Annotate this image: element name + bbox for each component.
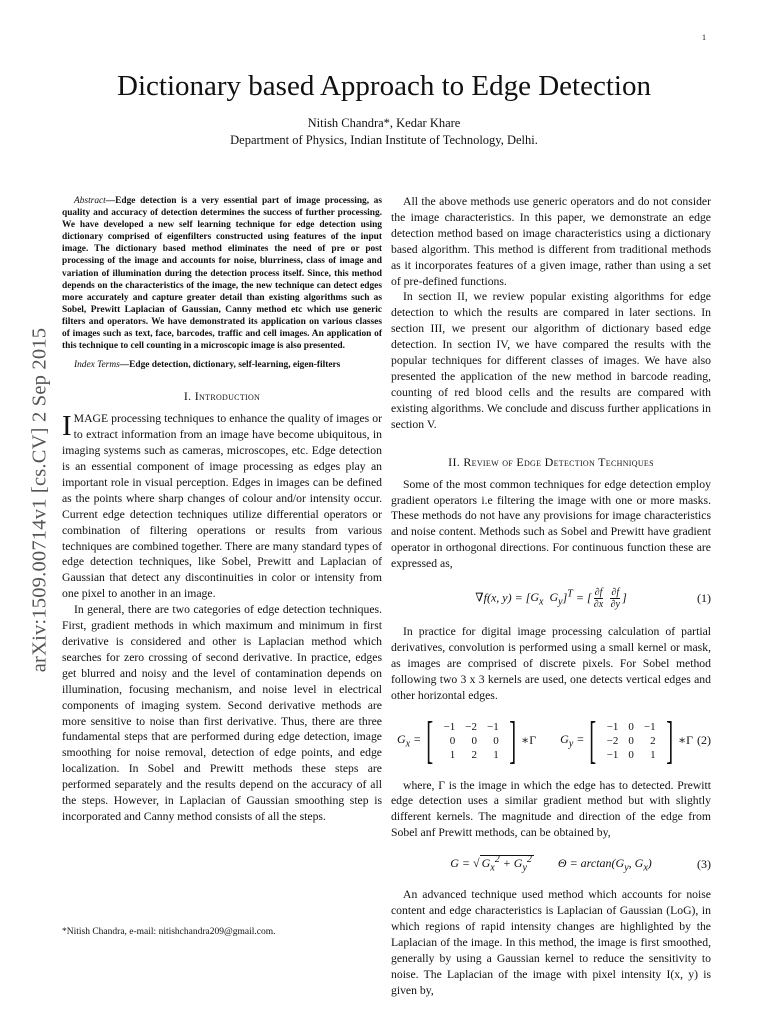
matrix-cell: 0 <box>628 734 634 747</box>
sobel-gx-matrix: [ −1 −2 −1 0 0 0 1 2 1 ] <box>426 711 516 769</box>
matrix-row <box>439 734 504 748</box>
matrix-cell: 2 <box>471 748 477 761</box>
right-paragraph-1: All the above methods use generic operators and do not consider the image characteristics. In this paper, we demonstrate an edge detection method based on image characteristics using a dictionary based algorithm. This method is different from traditional methods as it incorporates features of a given image, rather than using a set of pre-defined functions. <box>391 195 711 288</box>
matrix-row <box>602 720 661 734</box>
footnote: *Nitish Chandra, e-mail: nitishchandra209@gmail.com. <box>62 927 276 937</box>
equation-2-number: (2) <box>697 733 711 748</box>
review-paragraph-1: Some of the most common techniques for edge detection employ gradient operators i.e filtering the image with one or more masks. These methods do not have any provisions for image characteristics and noise content. Methods such as Sobel and Prewitt have gradient operator in orthogonal directions. For continuous function these are expressed as, <box>391 477 711 571</box>
matrix-cell: −1 <box>606 748 619 761</box>
matrix-cell: 0 <box>449 734 456 747</box>
matrix-cell: −1 <box>487 720 499 733</box>
matrix-cell: −1 <box>606 720 619 733</box>
matrix-cell: 1 <box>449 748 456 761</box>
arxiv-stamp-text: arXiv:1509.00714v1 [cs.CV] 2 Sep 2015 <box>28 327 51 673</box>
matrix-row <box>439 748 504 762</box>
section-heading-introduction: I. Introduction <box>183 389 261 404</box>
paper-title: Dictionary based Approach to Edge Detection <box>117 70 651 102</box>
right-column <box>391 194 711 999</box>
intro-paragraph-1-text: MAGE processing techniques to enhance the quality of images or to extract information from an image have become ubiquitous, in imaging systems such as cameras, microscopes, etc. Edge detection is an essential component of image processing as edges play an important role in visual perception. Edges in images can be defined as the points where sharp changes of colour and/or intensity occur. Current edge detection techniques utilize differential operators or combination of filtering operations or results from various techniques are combined together. There are many standard types of edge detection techniques, like Sobel, Prewitt and Laplacian of Gaussian that detect any discontinuities in color or intensity from one pixel to another in an image. <box>62 412 382 601</box>
equation-1 <box>391 578 711 618</box>
matrix-cell: −1 <box>643 720 656 733</box>
left-column <box>62 195 382 825</box>
intro-paragraph-1 <box>62 411 382 602</box>
equation-3-body: G = √ $G_x^2 + G_y^2$ $\Theta = \arctan(G_y$, $G_x$) <box>450 854 652 874</box>
equation-3 <box>391 847 711 881</box>
matrix-cell: −2 <box>606 734 619 747</box>
matrix-cell: 1 <box>493 748 499 761</box>
matrix-cell: −2 <box>465 720 477 733</box>
index-terms-label: Index Terms <box>74 360 120 371</box>
abstract <box>62 195 382 371</box>
equation-3-number: (3) <box>697 856 711 871</box>
sobel-gy-matrix: [ −1 0 −1 −2 0 2 −1 0 1 ] <box>589 711 673 769</box>
equation-1-number: (1) <box>697 590 711 605</box>
matrix-row <box>602 734 661 748</box>
review-paragraph-3: where, Γ is the image in which the edge has to detected. Prewitt edge detection uses a similar gradient method but with slightly different kernels. The magnitude and direction of the edge from Sobel anf Prewitt methods, can be obtained by, <box>391 778 711 840</box>
matrix-cell: 2 <box>650 734 656 747</box>
arxiv-stamp <box>10 280 70 720</box>
page-number: 1 <box>702 33 706 42</box>
intro-paragraph-2: In general, there are two categories of edge detection techniques. First, gradient methods in which maximum and minimum in first derivative is considered and other is Laplacian method which searches for zero crossing of second derivative. In practice, edges get blurred and noisy and the level of contamination depends on illumination, focusing mechanism, and noise level in electrical components of imaging system. Second derivative methods are more sensitive to noise than first derivative. Thus, there are three fundamental steps that are performed during edge detection, image smoothing for noise removal, detection of edge points, and edge localization. In Sobel and Prewitt methods these steps are performed separately and the results depend on the accuracy of all the steps. However, in Laplacian of Gaussian smoothing step is incorporated and Canny method consists of all the steps. <box>62 603 382 823</box>
matrix-cell: 1 <box>650 748 656 761</box>
section-heading-review: II. Review of Edge Detection Techniques <box>448 454 654 469</box>
equation-1-body: ∇f(x, $y) = [G_x$ $G_y]^T$ = [ $\frac{\partial f}{\partial x}$ $\frac{\partial f}{\partial y}$ ] <box>475 586 627 610</box>
matrix-cell: 0 <box>493 734 499 747</box>
matrix-row <box>439 720 504 734</box>
equation-2: $G_x$ = [ −1 −2 −1 0 0 0 1 2 1 ] ∗Γ $G_y$ = [ −1 0 −1 −2 0 2 −1 0 1 ] ∗Γ (2) <box>397 711 711 769</box>
drop-cap: I <box>62 410 72 443</box>
matrix-cell: 0 <box>471 734 477 747</box>
abstract-paragraph <box>62 195 382 352</box>
matrix-row <box>602 748 661 762</box>
matrix-cell: −1 <box>443 720 456 733</box>
authors: Nitish Chandra*, Kedar Khare <box>307 116 461 130</box>
review-paragraph-4: An advanced technique used method which accounts for noise content and edge characteristics is Laplacian of Gaussian (LoG), in which regions of rapid intensity changes are highlighted by the Laplacian of the image. In this method, the image is first smoothed, generally by using a Gaussian kernel to reduce the sensitivity to noise. The Laplacian of the image with pixel intensity I(x, y) is given by, <box>391 888 711 997</box>
abstract-label: Abstract <box>74 196 106 206</box>
affiliation: Department of Physics, Indian Institute of Technology, Delhi. <box>230 133 538 147</box>
abstract-text: —Edge detection is a very essential part of image processing, as quality and accuracy of detection determines the success of further processing. We have developed a new self learning technique for edge detection using dictionary comprised of eigenfilters constructed using features of the input image. The dictionary based method eliminates the need of pre or post processing of the image and accounts for noise, blurriness, class of image and variation of illumination during the detection process itself. Since, this method depends on the characteristics of the image, the new technique can detect edges more accurately and capture greater detail than existing algorithms such as Sobel, Prewitt Laplacian of Gaussian, Canny method etc which use generic filters and operators. We have demonstrated its application on various classes of images such as text, face, barcodes, traffic and cell images. An application of this technique to cell counting in a microscopic image is also presented. <box>62 196 382 352</box>
matrix-cell: 0 <box>628 748 634 761</box>
matrix-cell: 0 <box>628 720 634 733</box>
review-paragraph-2: In practice for digital image processing calculation of partial derivatives, convolution is performed using a small kernel or mask, as images are comprised of discrete pixels. For Sobel method following two 3 x 3 kernels are used, one detects vertical edges and other horizontal edges. <box>391 625 711 702</box>
index-terms <box>62 359 382 371</box>
right-paragraph-2: In section II, we review popular existing algorithms for edge detection to which the results are compared in later sections. In section III, we present our algorithm of dictionary based edge detection. In section IV, we have compared the results with the popular techniques for different classes of images. We have also presented the application of the new method in barcode reading, counting of red blood cells and the results are compared with existing algorithms. We conclude and discuss further applications in section V. <box>391 290 711 431</box>
index-terms-text: —Edge detection, dictionary, self-learning, eigen-filters <box>119 360 341 371</box>
